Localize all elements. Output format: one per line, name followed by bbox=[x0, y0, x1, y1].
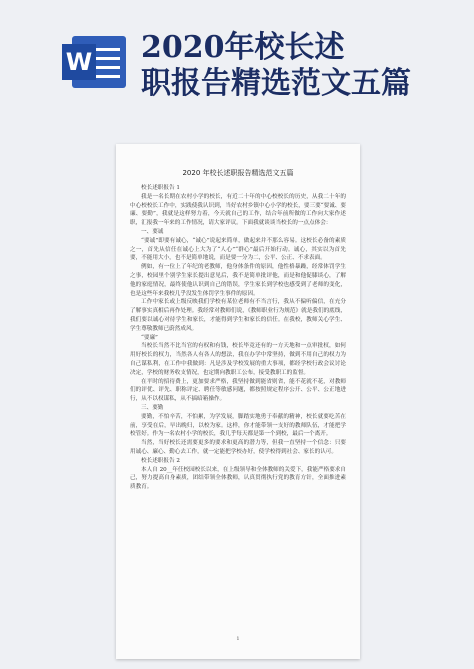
title-line-2: 职报告精选范文五篇 bbox=[141, 66, 411, 101]
paragraph: 要勤，不怕辛苦，不怕累，为学发展，脚踏实地勇于奉献的精神，校长就要吃苦在前，享受在后，早出晚归，以校为家。这样，你才能带领一支好的教师队伍，才能把学校管好。作为一名农村小学的校长，我几乎每天都是第一个到校，最后一个离开。 bbox=[130, 413, 346, 438]
paragraph: 三、要勤 bbox=[141, 404, 164, 411]
paragraph: 在平时的招待费上，更加要求严格，我坚持做到能省则省，能不花就不花，对教师们的评优、评先、职称评定、聘任等敏感问题，都按照规定程序公开、公平、公正地进行，从不以权谋私，从不搞暗箱操作。 bbox=[130, 378, 346, 403]
paragraph: 当校长当然不比当官的有权和有钱，校长毕竟还有的一方天地和一点审批权，如何用好校长的权力，当然各人有各人的想法，我在办学中常坚持，做到不用自己的权力为自己谋私利，在工作中我做到：凡是涉及学校发展的重大事项，都经学校行政会议讨论决定，学校的财务收支情况，也定期向教职工公布，接受教职工的监督。 bbox=[130, 343, 346, 376]
word-document-icon bbox=[62, 30, 126, 94]
word-icon-letter: W bbox=[62, 44, 96, 80]
document-title: 2020 年校长述职报告精选范文五篇 bbox=[182, 169, 294, 177]
document-body bbox=[130, 184, 346, 644]
paragraph: 本人自 20__年任校园校长以来，在上级领导和全体教师的关爱下，我能严格要求自己，努力提高自身素质，团结带领全体教师，认真贯彻执行党的教育方针，全面推进素质教育。 bbox=[130, 466, 346, 491]
header-banner bbox=[0, 0, 474, 120]
paragraph: 校长述职报告 2 bbox=[141, 457, 180, 464]
paragraph: 当然，当好校长还需要更多的要求和更高的潜力等，但我一直坚持一个信念：只要用诚心、廉心、勤心去工作，就一定能把学校办好，使学校得到社会、家长的认可。 bbox=[130, 440, 346, 455]
page-number: 1 bbox=[236, 636, 240, 642]
paragraph: 一、要诚 bbox=[141, 228, 164, 235]
paragraph: “要诚”即要有诚心，“诚心”说起来简单，做起来并不那么容易。这校长必备的素质之一，首先从信任在诚心上大为了“人心”“群心”最后开始行动。诚心，其实以为首先要，不能用大小，也不是简单地说，而是要一分为二，公平、公正、不求表面。 bbox=[130, 237, 346, 262]
paragraph: “要廉” bbox=[141, 334, 158, 341]
title-line-1: 2020年校长述 bbox=[141, 30, 345, 65]
paragraph: 例如，有一位上了年纪的老教师，他身体条件的原因，他性格暴躁，经常体罚学生之事，校园里个别学生家长提出意见后，我不是简单批评他，而是和他促膝谈心，了解他的家庭情况，最终使他认识到自己的错误，学生家长到学校也感受到了老师的变化，也是这些年来我校几乎没发生体罚学生事件的原因。 bbox=[130, 264, 346, 297]
paragraph: 我是一名长期在农村小学的校长，有近二十年的中心校校长的历史，从我二十年的中心校校长工作中，实践使我认识到，当好农村乡镇中心小学的校长，要三要“要诚、要廉、要勤”，我就是这样努力着，今天就自己的工作，结合年前所做的工作向大家作述职，汇报我一年来的工作情况，请大家评议。下面我就谈谈当校长的一点点体会： bbox=[130, 193, 346, 227]
page-title bbox=[141, 30, 461, 102]
document-page-preview bbox=[116, 144, 360, 659]
paragraph: 校长述职报告 1 bbox=[141, 185, 180, 191]
paragraph: 工作中家长或上级反映我们学校有某位老师有不当言行，我从不偏听偏信，在充分了解事实真相后再作处理。我经常对教师们说，《教师职业行为规范》就是我们的底线，我们要以诚心对待学生和家长，才能得到学生和家长的信任。在我校，教师关心学生、学生尊敬教师已蔚然成风。 bbox=[130, 299, 346, 332]
